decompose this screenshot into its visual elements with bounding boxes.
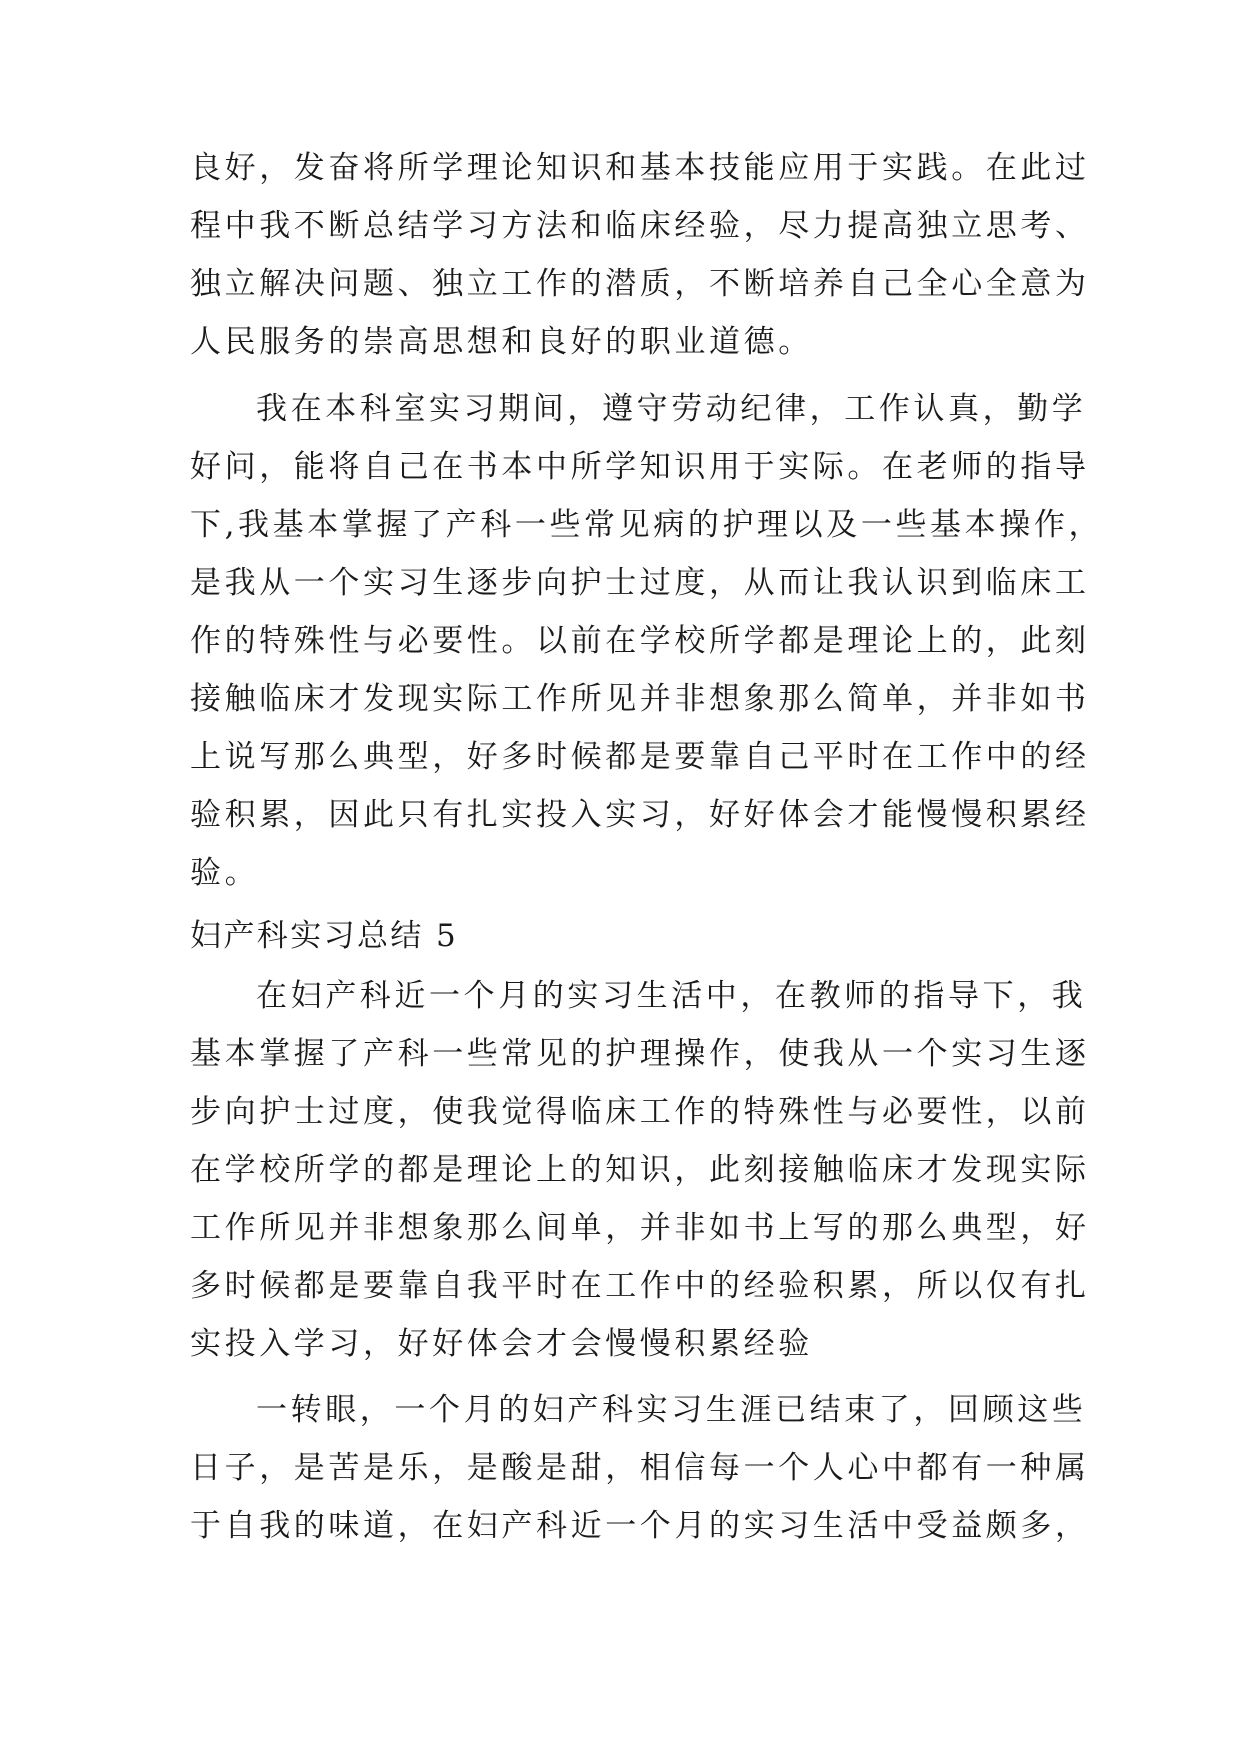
body-line: 人民服务的崇高思想和良好的职业道德。 <box>190 324 813 360</box>
paragraph-first-line: 在妇产科近一个月的实习生活中，在教师的指导下，我 <box>256 978 1087 1014</box>
paragraph-first-line: 一转眼，一个月的妇产科实习生涯已结束了，回顾这些 <box>256 1392 1087 1428</box>
body-line: 良好，发奋将所学理论知识和基本技能应用于实践。在此过 <box>190 150 1090 186</box>
section-heading: 妇产科实习总结 5 <box>190 918 459 954</box>
body-line: 程中我不断总结学习方法和临床经验，尽力提高独立思考、 <box>190 208 1090 244</box>
body-line: 步向护士过度，使我觉得临床工作的特殊性与必要性，以前 <box>190 1094 1090 1130</box>
body-line: 验积累，因此只有扎实投入实习，好好体会才能慢慢积累经 <box>190 797 1090 833</box>
body-line: 作的特殊性与必要性。以前在学校所学都是理论上的，此刻 <box>190 623 1090 659</box>
body-line: 在学校所学的都是理论上的知识，此刻接触临床才发现实际 <box>190 1152 1090 1188</box>
body-line: 接触临床才发现实际工作所见并非想象那么简单，并非如书 <box>190 681 1090 717</box>
body-line: 上说写那么典型，好多时候都是要靠自己平时在工作中的经 <box>190 739 1090 775</box>
body-line: 实投入学习，好好体会才会慢慢积累经验 <box>190 1326 813 1362</box>
body-line: 是我从一个实习生逐步向护士过度，从而让我认识到临床工 <box>190 565 1090 601</box>
paragraph-first-line: 我在本科室实习期间，遵守劳动纪律，工作认真，勤学 <box>256 391 1087 427</box>
body-line: 好问，能将自己在书本中所学知识用于实际。在老师的指导 <box>190 449 1090 485</box>
body-line: 多时候都是要靠自我平时在工作中的经验积累，所以仅有扎 <box>190 1268 1090 1304</box>
body-line: 日子，是苦是乐，是酸是甜，相信每一个人心中都有一种属 <box>190 1450 1090 1486</box>
body-line: 基本掌握了产科一些常见的护理操作，使我从一个实习生逐 <box>190 1036 1090 1072</box>
body-line: 验。 <box>190 855 260 891</box>
body-line: 工作所见并非想象那么间单，并非如书上写的那么典型，好 <box>190 1210 1090 1246</box>
body-line: 下,我基本掌握了产科一些常见病的护理以及一些基本操作， <box>190 507 1104 543</box>
body-line: 独立解决问题、独立工作的潜质，不断培养自己全心全意为 <box>190 266 1090 302</box>
body-line: 于自我的味道，在妇产科近一个月的实习生活中受益颇多， <box>190 1508 1090 1544</box>
